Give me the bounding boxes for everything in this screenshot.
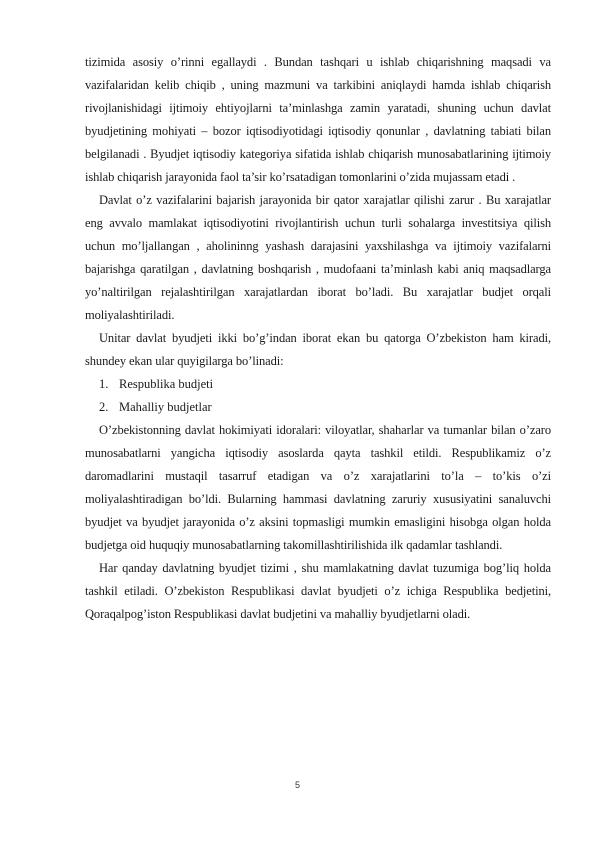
paragraph-uzbekistan-authorities: O’zbekistonning davlat hokimiyati idoralari: viloyatlar, shaharlar va tumanlar bilan o’zaro munosabatlarni yangicha iqtisodiy asoslarda qayta tashkil etildi. Respublikamiz o’z daromadlarini mustaqil tasarruf etadigan va o’z xarajatlarini to’la – to’kis o’zi moliyalashtiradigan bo’ldi. Bularning hammasi davlatning zaruriy xususiyatini sanaluvchi byudjet va byudjet jarayonida o’z aksini topmasligi mumkin emasligini hisobga olgan holda budjetga oid huquqiy munosabatlarning takomillashtirilishida ilk qadamlar tashlandi. <box>85 423 551 552</box>
paragraph-budget-system: Har qanday davlatning byudjet tizimi , shu mamlakatning davlat tuzumiga bog’liq holda tashkil etiladi. O’zbekiston Respublikasi davlat byudjeti o’z ichiga Respublika bedjetini, Qoraqalpog’iston Respublikasi davlat budjetini va mahalliy byudjetlarni oladi. <box>85 561 551 621</box>
list-item-text: Respublika budjeti <box>119 377 214 391</box>
page-number: 5 <box>294 780 300 790</box>
budget-levels-list <box>85 373 551 419</box>
list-item <box>85 373 551 396</box>
list-item-number: 2. <box>99 400 109 414</box>
paragraph-unitary-budget: Unitar davlat byudjeti ikki bo’g’indan iborat ekan bu qatorga O’zbekiston ham kiradi, shundey ekan ular quyigilarga bo’linadi: <box>85 331 551 368</box>
list-item-number: 1. <box>99 377 109 391</box>
list-item-text: Mahalliy budjetlar <box>119 400 212 414</box>
list-item <box>85 396 551 419</box>
paragraph-continuation: tizimida asosiy o’rinni egallaydi . Bundan tashqari u ishlab chiqarishning maqsadi va vazifalaridan kelib chiqib , uning mazmuni va tarkibini aniqlaydi hamda ishlab chiqarish rivojlanishidagi ijtimoiy ehtiyojlarni ta’minlashga zamin yaratadi, shuning uchun davlat byudjetining mohiyati – bozor iqtisodiyotidagi iqtisodiy qonunlar , davlatning tabiati bilan belgilanadi . Byudjet iqtisodiy kategoriya sifatida ishlab chiqarish munosabatlarining ijtimoiy ishlab chiqarish jarayonida faol ta’sir ko’rsatadigan tomonlarini o’zida mujassam etadi . <box>85 55 551 184</box>
paragraph-state-expenses: Davlat o’z vazifalarini bajarish jarayonida bir qator xarajatlar qilishi zarur . Bu xarajatlar eng avvalo mamlakat iqtisodiyotini rivojlantirish uchun turli sohalarga investitsiya qilish uchun mo’ljallangan , aholininng yashash darajasini yaxshilashga va ijtimoiy vazifalarni bajarishga qaratilgan , davlatning boshqarish , mudofaani ta’minlash kabi aniq maqsadlarga yo’naltirilgan rejalashtirilgan xarajatlardan iborat bo’ladi. Bu xarajatlar budjet orqali moliyalashtiriladi. <box>85 193 551 322</box>
page-body <box>85 51 551 626</box>
